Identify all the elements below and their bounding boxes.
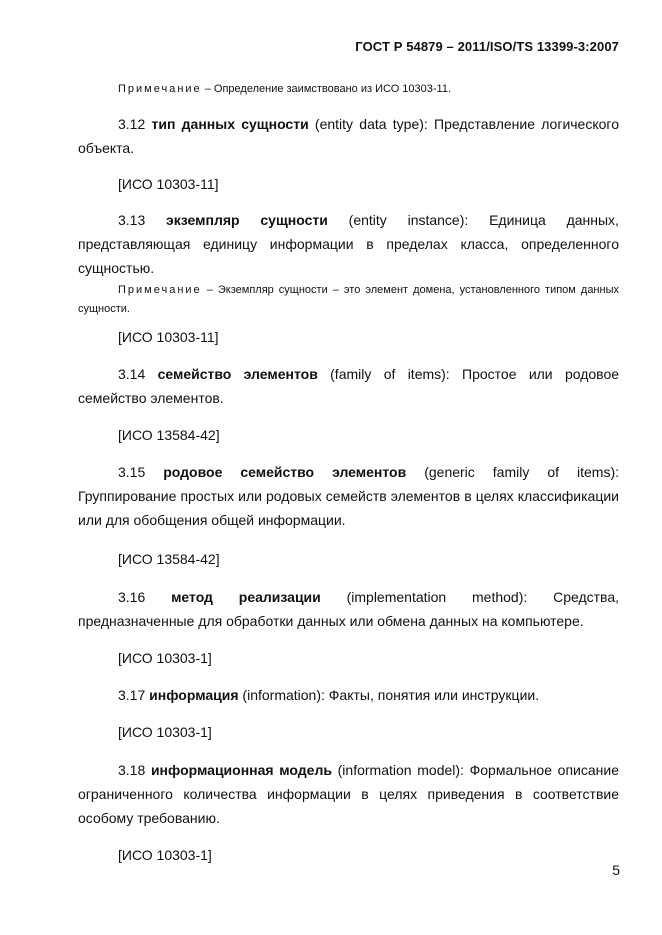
- entry-term-word: элементов: [332, 464, 407, 480]
- entry-definition: предназначенные для обработки данных или обмена данных на компьютере.: [78, 613, 584, 629]
- entry-term: информационная модель: [150, 762, 332, 778]
- entry-number: 3.17: [118, 687, 146, 703]
- entry-english-word: (generic: [424, 464, 475, 480]
- entry-english-word: family: [492, 464, 530, 480]
- entry-english-word: of: [547, 464, 560, 480]
- definition-entry: [78, 683, 619, 707]
- entry-number: 3.18: [118, 762, 146, 778]
- entry-term-word: семейство: [240, 464, 315, 480]
- reference: [ИСО 13584-42]: [118, 551, 220, 567]
- entry-definition-word: Единица: [489, 212, 546, 228]
- entry-term: тип данных сущности: [151, 116, 309, 132]
- definition-entry: [78, 362, 619, 410]
- reference: [ИСО 13584-42]: [118, 427, 220, 443]
- definition-entry: [78, 758, 619, 830]
- entry-term-word: сущности: [260, 212, 328, 228]
- entry-definition-word: данных,: [566, 212, 619, 228]
- entry-term: семейство элементов: [157, 366, 318, 382]
- entry-english-word: (entity: [348, 212, 387, 228]
- entry-definition: (entity data type): Представление логического объекта.: [78, 116, 619, 156]
- entry-term: информация: [149, 687, 239, 703]
- entry-english-word: items):: [577, 464, 619, 480]
- reference: [ИСО 10303-11]: [118, 176, 219, 192]
- note-text: – Экземпляр сущности – это элемент домена, установленного типом данных сущности.: [78, 284, 619, 315]
- entry-definition: Группирование простых или родовых семейств элементов в целях классификации или для обобщения общей информации.: [78, 488, 619, 528]
- entry-english-word: (implementation: [346, 589, 447, 605]
- reference: [ИСО 10303-1]: [118, 724, 212, 740]
- definition-entry: [78, 208, 619, 319]
- entry-number: 3.15: [118, 464, 146, 480]
- entry-english-word: instance):: [407, 212, 469, 228]
- entry-definition-word: Средства,: [553, 589, 619, 605]
- note-label: Примечание: [118, 284, 202, 296]
- entry-definition: (information): Факты, понятия или инструкции.: [238, 687, 540, 703]
- entry-term-word: экземпляр: [166, 212, 240, 228]
- entry-number: 3.12: [118, 116, 146, 132]
- definition-entry: [78, 460, 619, 532]
- entry-term-word: родовое: [163, 464, 223, 480]
- note-text: – Определение заимствовано из ИСО 10303-11.: [201, 83, 452, 95]
- reference: [ИСО 10303-1]: [118, 847, 212, 863]
- note-block: [78, 80, 619, 99]
- page-number: 5: [612, 862, 620, 878]
- entry-definition: (family of items): Простое или родовое семейство элементов.: [78, 366, 620, 406]
- reference: [ИСО 10303-1]: [118, 650, 212, 666]
- entry-english-word: method):: [472, 589, 528, 605]
- entry-definition: (information model): Формальное описание ограниченного количества информации в целях приведения в соответствие особому требованию.: [78, 762, 619, 826]
- entry-number: 3.13: [118, 212, 146, 228]
- entry-definition: представляющая единицу информации в пределах класса, определенного сущностью.: [78, 236, 619, 276]
- entry-term-word: метод: [171, 589, 213, 605]
- definition-entry: [78, 585, 619, 633]
- reference: [ИСО 10303-11]: [118, 329, 219, 345]
- entry-number: 3.16: [118, 589, 146, 605]
- note-label: Примечание: [118, 83, 202, 95]
- entry-term-word: реализации: [238, 589, 321, 605]
- entry-number: 3.14: [118, 366, 146, 382]
- definition-entry: [78, 112, 619, 160]
- document-header: ГОСТ Р 54879 – 2011/ISO/TS 13399-3:2007: [355, 39, 619, 54]
